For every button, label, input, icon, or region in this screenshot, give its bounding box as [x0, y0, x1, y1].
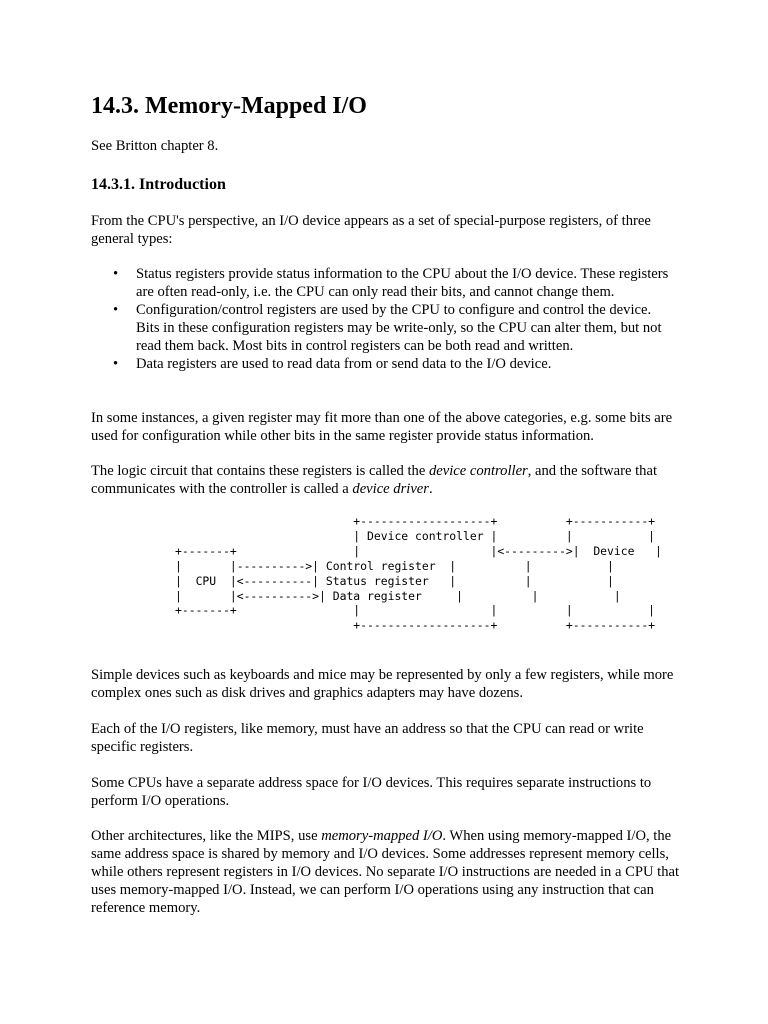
- device-driver-term: device driver: [352, 481, 429, 497]
- memory-mapped-paragraph: [91, 827, 691, 917]
- simple-devices-paragraph: Simple devices such as keyboards and mice may be represented by only a few registers, while more complex ones such as disk drives and graphics adapters may have dozens.: [91, 667, 674, 701]
- memory-mapped-io-term: memory-mapped I/O: [321, 828, 443, 844]
- controller-text-before: The logic circuit that contains these registers is called the: [91, 463, 429, 479]
- list-item: • Status registers provide status information to the CPU about the I/O device. These registers are often read-only, i.e. the CPU can only read their bits, and cannot change them.: [91, 265, 676, 301]
- address-paragraph: Each of the I/O registers, like memory, must have an address so that the CPU can read or write specific registers.: [91, 721, 644, 755]
- controller-paragraph: [91, 462, 691, 498]
- separate-space-paragraph: Some CPUs have a separate address space for I/O devices. This requires separate instructions to perform I/O operations.: [91, 775, 652, 809]
- categories-paragraph: In some instances, a given register may fit more than one of the above categories, e.g. some bits are used for configuration while other bits in the same register provide status information.: [91, 410, 673, 444]
- device-controller-term: device controller: [428, 463, 528, 479]
- list-item: • Configuration/control registers are used by the CPU to configure and control the device. Bits in these configuration registers may be write-only, so the CPU can alter them, but not read them back. Most bits in control registers can be both read and written.: [91, 301, 676, 355]
- mmio-text-after: . When using memory-mapped I/O, the same address space is shared by memory and I/O devices. Some addresses represent memory cells, while others represent registers in I/O devices. No separate I/O instructions are needed in a CPU that uses memory-mapped I/O. Instead, we can perform I/O operations using any instruction that can reference memory.: [91, 828, 680, 916]
- list-item: • Data registers are used to read data from or send data to the I/O device.: [91, 355, 676, 373]
- controller-text-after: .: [428, 481, 433, 497]
- register-types-list: [91, 265, 691, 373]
- controller-text-middle: , and the software that communicates with the controller is called a: [91, 463, 658, 497]
- device-controller-diagram: +-------------------+ +-----------+ | Device controller | | | +-------+ | |<--------->| Device | | |---------->| Control register | | | | CPU |<----------| Status register | | | | |<---------->| Data register | | | +-------+ | | | | +-------------------+ +-----------+: [175, 514, 662, 633]
- intro-paragraph: From the CPU's perspective, an I/O device appears as a set of special-purpose registers, of three general types:: [91, 213, 651, 247]
- see-also-text: See Britton chapter 8.: [91, 138, 219, 154]
- mmio-text-before: Other architectures, like the MIPS, use: [91, 828, 322, 844]
- page-title: 14.3. Memory-Mapped I/O: [91, 93, 367, 119]
- section-heading: 14.3.1. Introduction: [91, 176, 226, 193]
